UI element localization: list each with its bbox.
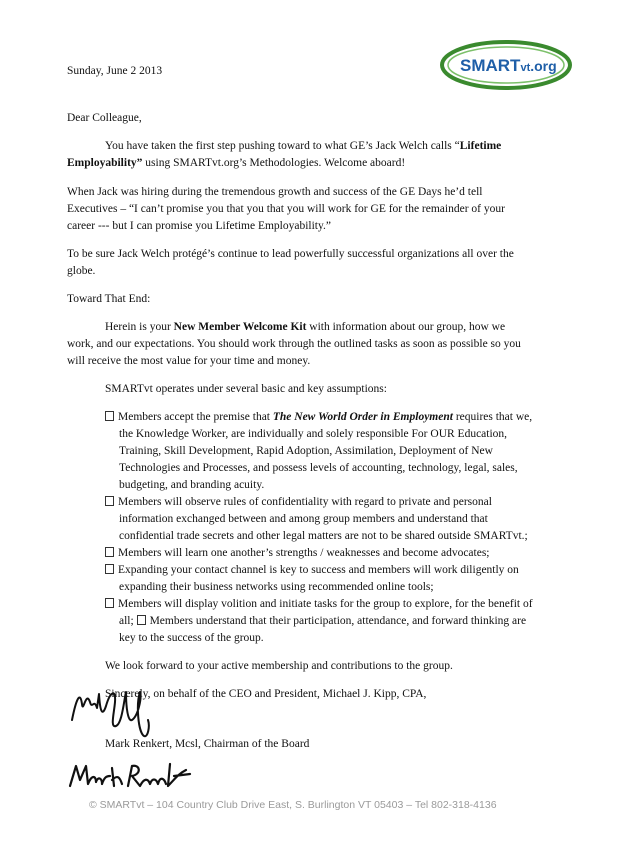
- para3-line2: globe.: [67, 265, 96, 277]
- para3-line1: To be sure Jack Welch protégé’s continue to lead powerfully successful organizations all over the: [67, 248, 514, 260]
- para1-line2: Employability” using SMARTvt.org’s Methodologies. Welcome aboard!: [67, 157, 406, 169]
- closing-line1: We look forward to your active membership and contributions to the group.: [105, 660, 453, 672]
- bullet-1-line5: budgeting, and branding acuity.: [119, 479, 265, 491]
- para4-line3: will receive the most value for your time and money.: [67, 355, 311, 367]
- salutation: Dear Colleague,: [67, 112, 142, 124]
- checkbox-icon: [105, 564, 114, 574]
- bullet-1-line2: the Knowledge Worker, are individually and solely responsible For OUR Education,: [119, 428, 508, 440]
- bullet-5-line3: key to the success of the group.: [119, 632, 264, 644]
- letter-footer: © SMARTvt – 104 Country Club Drive East, S. Burlington VT 05403 – Tel 802-318-4136: [89, 799, 497, 811]
- signature-kipp: [66, 680, 166, 740]
- bullet-4-line1: Expanding your contact channel is key to success and members will work diligently on: [105, 562, 519, 579]
- para4-line1: Herein is your New Member Welcome Kit with information about our group, how we: [105, 321, 506, 333]
- assumptions-intro: SMARTvt operates under several basic and key assumptions:: [105, 383, 387, 395]
- smartvt-logo: [438, 38, 574, 92]
- closing-line2: Sincerely, on behalf of the CEO and President, Michael J. Kipp, CPA,: [105, 688, 427, 700]
- para2-line1: When Jack was hiring during the tremendous growth and success of the GE Days he’d tell: [67, 186, 483, 198]
- logo-text-main: SMART: [460, 56, 521, 75]
- signer-chairman: Mark Renkert, Mcsl, Chairman of the Board: [105, 738, 310, 750]
- checkbox-icon: [105, 496, 114, 506]
- bullet-5-line1: Members will display volition and initiate tasks for the group to explore, for the benefit of: [105, 596, 533, 613]
- bullet-5-line2: all; Members understand that their participation, attendance, and forward thinking are: [119, 615, 527, 627]
- letter-date: Sunday, June 2 2013: [67, 65, 163, 77]
- bullet-2-line2: information exchanged between and among group members and understand that: [119, 513, 488, 525]
- para1-line1: You have taken the first step pushing toward to what GE’s Jack Welch calls “Lifetime: [105, 140, 502, 152]
- toward-heading: Toward That End:: [67, 293, 151, 305]
- bullet-2-line3: confidential trade secrets and other legal matters are not to be shared outside SMARTvt.;: [119, 530, 528, 542]
- logo-text-sub: vt: [520, 62, 531, 74]
- bullet-2-line1: Members will observe rules of confidentiality with regard to private and personal: [105, 494, 492, 511]
- checkbox-icon: [137, 615, 146, 625]
- checkbox-icon: [105, 411, 114, 421]
- para2-line2: Executives – “I can’t promise you that you that you will work for GE for the remainder of your: [67, 203, 505, 215]
- para2-line3: career --- but I can promise you Lifetime Employability.”: [67, 220, 331, 232]
- logo-text-tld: .org: [530, 58, 557, 74]
- checkbox-icon: [105, 598, 114, 608]
- para4-line2: work, and our expectations. You should work through the outlined tasks as soon as possible so you: [67, 338, 521, 350]
- bullet-3-line1: Members will learn one another’s strengths / weaknesses and become advocates;: [105, 545, 490, 562]
- bullet-1-line4: Technologies and Processes, and possess levels of accounting, technology, legal, sales,: [119, 462, 518, 474]
- bullet-1-line3: Training, Skill Development, Rapid Adoption, Assimilation, Deployment of New: [119, 445, 493, 457]
- checkbox-icon: [105, 547, 114, 557]
- signature-renkert: [66, 756, 196, 796]
- bullet-1-line1: Members accept the premise that The New World Order in Employment requires that we,: [105, 409, 532, 426]
- svg-text:SMARTvt.org: [460, 56, 557, 75]
- bullet-4-line2: expanding their business networks using recommended online tools;: [119, 581, 434, 593]
